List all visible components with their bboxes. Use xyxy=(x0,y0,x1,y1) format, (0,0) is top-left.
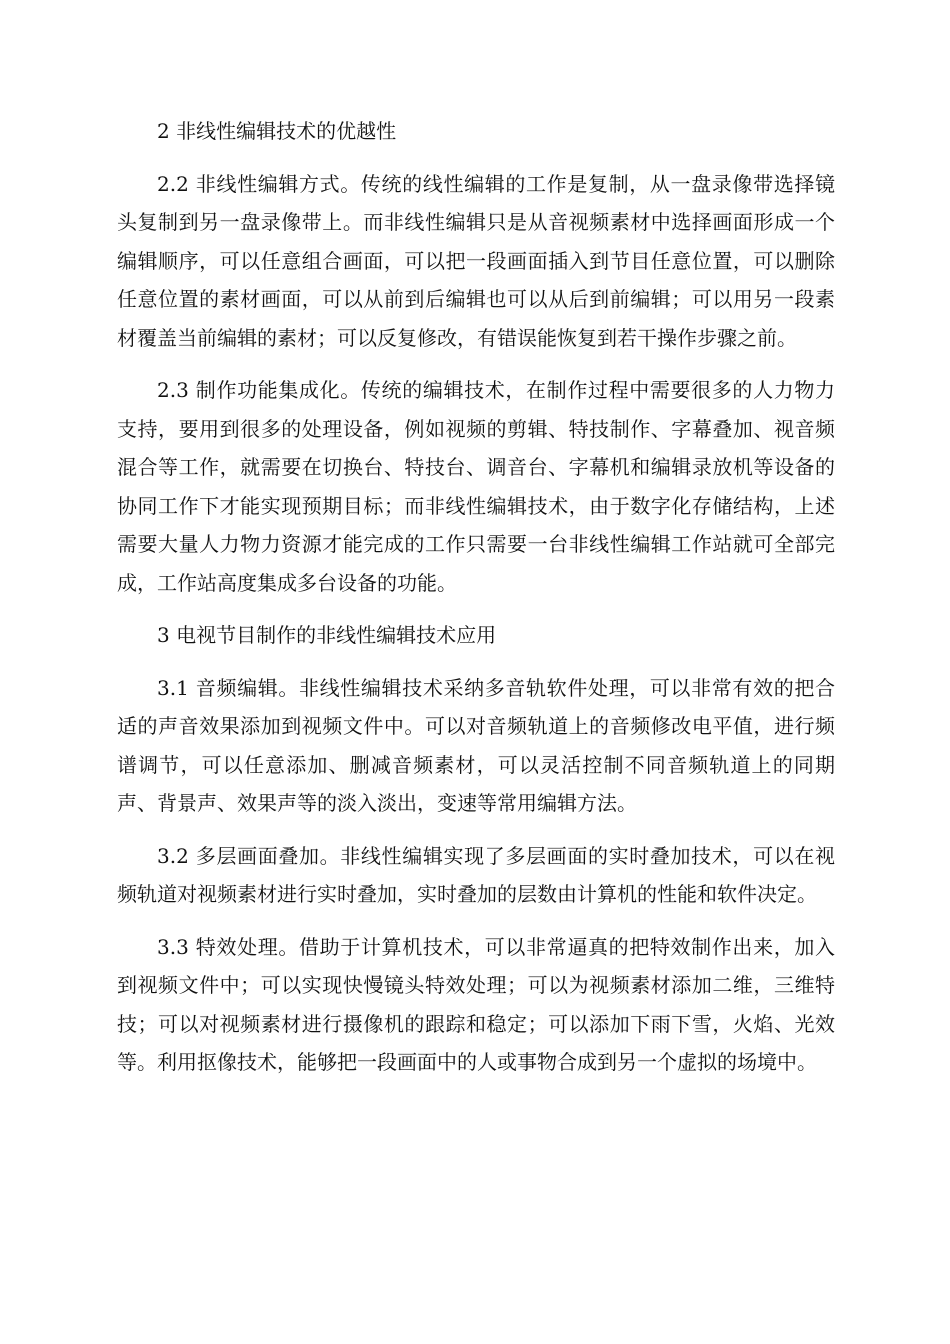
section-heading-3: 3 电视节目制作的非线性编辑技术应用 xyxy=(157,623,497,647)
paragraph-3-3: 3.3 特效处理。借助于计算机技术，可以非常逼真的把特效制作出来，加入到视频文件中；可以实现快慢镜头特效处理；可以为视频素材添加二维，三维特技；可以对视频素材进行摄像机的跟踪和稳定；可以添加下雨下雪，火焰、光效等。利用抠像技术，能够把一段画面中的人或事物合成到另一个虚拟的场境中。 xyxy=(117,934,835,1074)
paragraph-2-2: 2.2 非线性编辑方式。传统的线性编辑的工作是复制，从一盘录像带选择镜头复制到另一盘录像带上。而非线性编辑只是从音视频素材中选择画面形成一个编辑顺序，可以任意组合画面，可以把一段画面插入到节目任意位置，可以删除任意位置的素材画面，可以从前到后编辑也可以从后到前编辑；可以用另一段素材覆盖当前编辑的素材；可以反复修改，有错误能恢复到若干操作步骤之前。 xyxy=(117,171,835,350)
section-heading-2: 2 非线性编辑技术的优越性 xyxy=(157,119,397,143)
document-body xyxy=(117,112,835,1096)
paragraph-3-1: 3.1 音频编辑。非线性编辑技术采纳多音轨软件处理，可以非常有效的把合适的声音效果添加到视频文件中。可以对音频轨道上的音频修改电平值，进行频谱调节，可以任意添加、删减音频素材，可以灵活控制不同音频轨道上的同期声、背景声、效果声等的淡入淡出，变速等常用编辑方法。 xyxy=(117,675,835,815)
paragraph-3-2: 3.2 多层画面叠加。非线性编辑实现了多层画面的实时叠加技术，可以在视频轨道对视频素材进行实时叠加，实时叠加的层数由计算机的性能和软件决定。 xyxy=(117,843,835,906)
paragraph-2-3: 2.3 制作功能集成化。传统的编辑技术，在制作过程中需要很多的人力物力支持，要用到很多的处理设备，例如视频的剪辑、特技制作、字幕叠加、视音频混合等工作，就需要在切换台、特技台、调音台、字幕机和编辑录放机等设备的协同工作下才能实现预期目标；而非线性编辑技术，由于数字化存储结构，上述需要大量人力物力资源才能完成的工作只需要一台非线性编辑工作站就可全部完成，工作站高度集成多台设备的功能。 xyxy=(117,378,835,595)
